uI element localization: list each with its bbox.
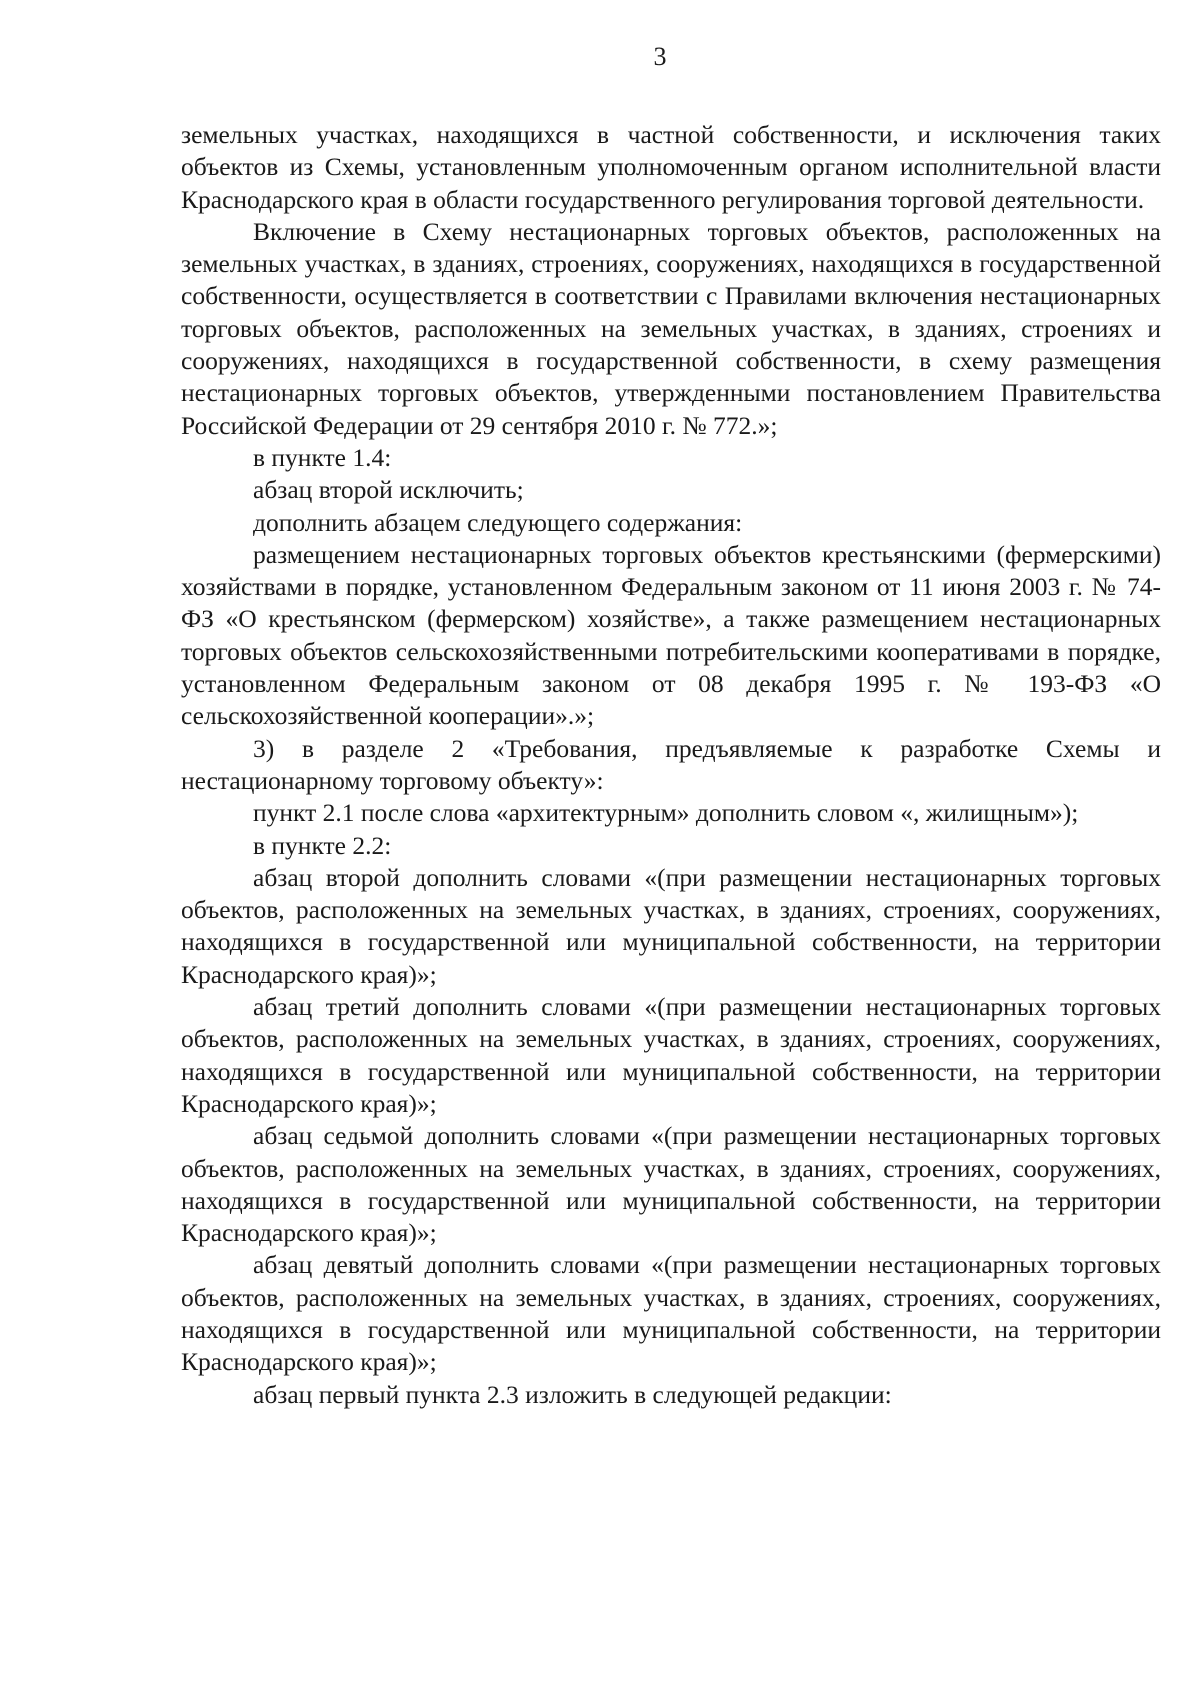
paragraph: в пункте 1.4:	[253, 442, 392, 472]
paragraph: размещением нестационарных торговых объектов крестьянскими (фермерскими) хозяйствами в порядке, установленном Федеральным законом от 11 июня 2003 г. № 74-ФЗ «О крестьянском (фермерском) хозяйстве», а также размещением нестационарных торговых объектов сельскохозяйственными потребительскими кооперативами в порядке, установленном Федеральным законом от 08 декабря 1995 г. № 193-ФЗ «О сельскохозяйственной кооперации».»;	[181, 539, 1161, 731]
paragraph: абзац седьмой дополнить словами «(при размещении нестационарных торговых объектов, расположенных на земельных участках, в зданиях, строениях, сооружениях, находящихся в государственной или муниципальной собственности, на территории Краснодарского края)»;	[181, 1121, 1161, 1248]
paragraph: абзац первый пункта 2.3 изложить в следующей редакции:	[253, 1379, 892, 1409]
page-number: 3	[653, 42, 667, 71]
paragraph: абзац девятый дополнить словами «(при размещении нестационарных торговых объектов, расположенных на земельных участках, в зданиях, строениях, сооружениях, находящихся в государственной или муниципальной собственности, на территории Краснодарского края)»;	[181, 1250, 1161, 1377]
paragraph: абзац второй исключить;	[253, 475, 524, 505]
paragraph: 3) в разделе 2 «Требования, предъявляемые к разработке Схемы и нестационарному торговому объекту»:	[181, 733, 1161, 795]
paragraph: пункт 2.1 после слова «архитектурным» дополнить словом «, жилищным»);	[253, 798, 1079, 828]
paragraph: дополнить абзацем следующего содержания:	[253, 507, 743, 537]
paragraph: в пункте 2.2:	[253, 830, 392, 860]
paragraph: абзац третий дополнить словами «(при размещении нестационарных торговых объектов, расположенных на земельных участках, в зданиях, строениях, сооружениях, находящихся в государственной или муниципальной собственности, на территории Краснодарского края)»;	[181, 992, 1161, 1118]
paragraph: земельных участках, находящихся в частной собственности, и исключения таких объектов из Схемы, установленным уполномоченным органом исполнительной власти Краснодарского края в области государственного регулирования торговой деятельности.	[181, 120, 1161, 214]
paragraph: абзац второй дополнить словами «(при размещении нестационарных торговых объектов, расположенных на земельных участках, в зданиях, строениях, сооружениях, находящихся в государственной или муниципальной собственности, на территории Краснодарского края)»;	[181, 862, 1161, 989]
document-body	[181, 119, 1161, 1411]
paragraph: Включение в Схему нестационарных торговых объектов, расположенных на земельных участках, в зданиях, строениях, сооружениях, находящихся в государственной собственности, осуществляется в соответствии с Правилами включения нестационарных торговых объектов, расположенных на земельных участках, в зданиях, строениях и сооружениях, находящихся в государственной собственности, в схему размещения нестационарных торговых объектов, утвержденными постановлением Правительства Российской Федерации от 29 сентября 2010 г. № 772.»;	[181, 216, 1161, 440]
